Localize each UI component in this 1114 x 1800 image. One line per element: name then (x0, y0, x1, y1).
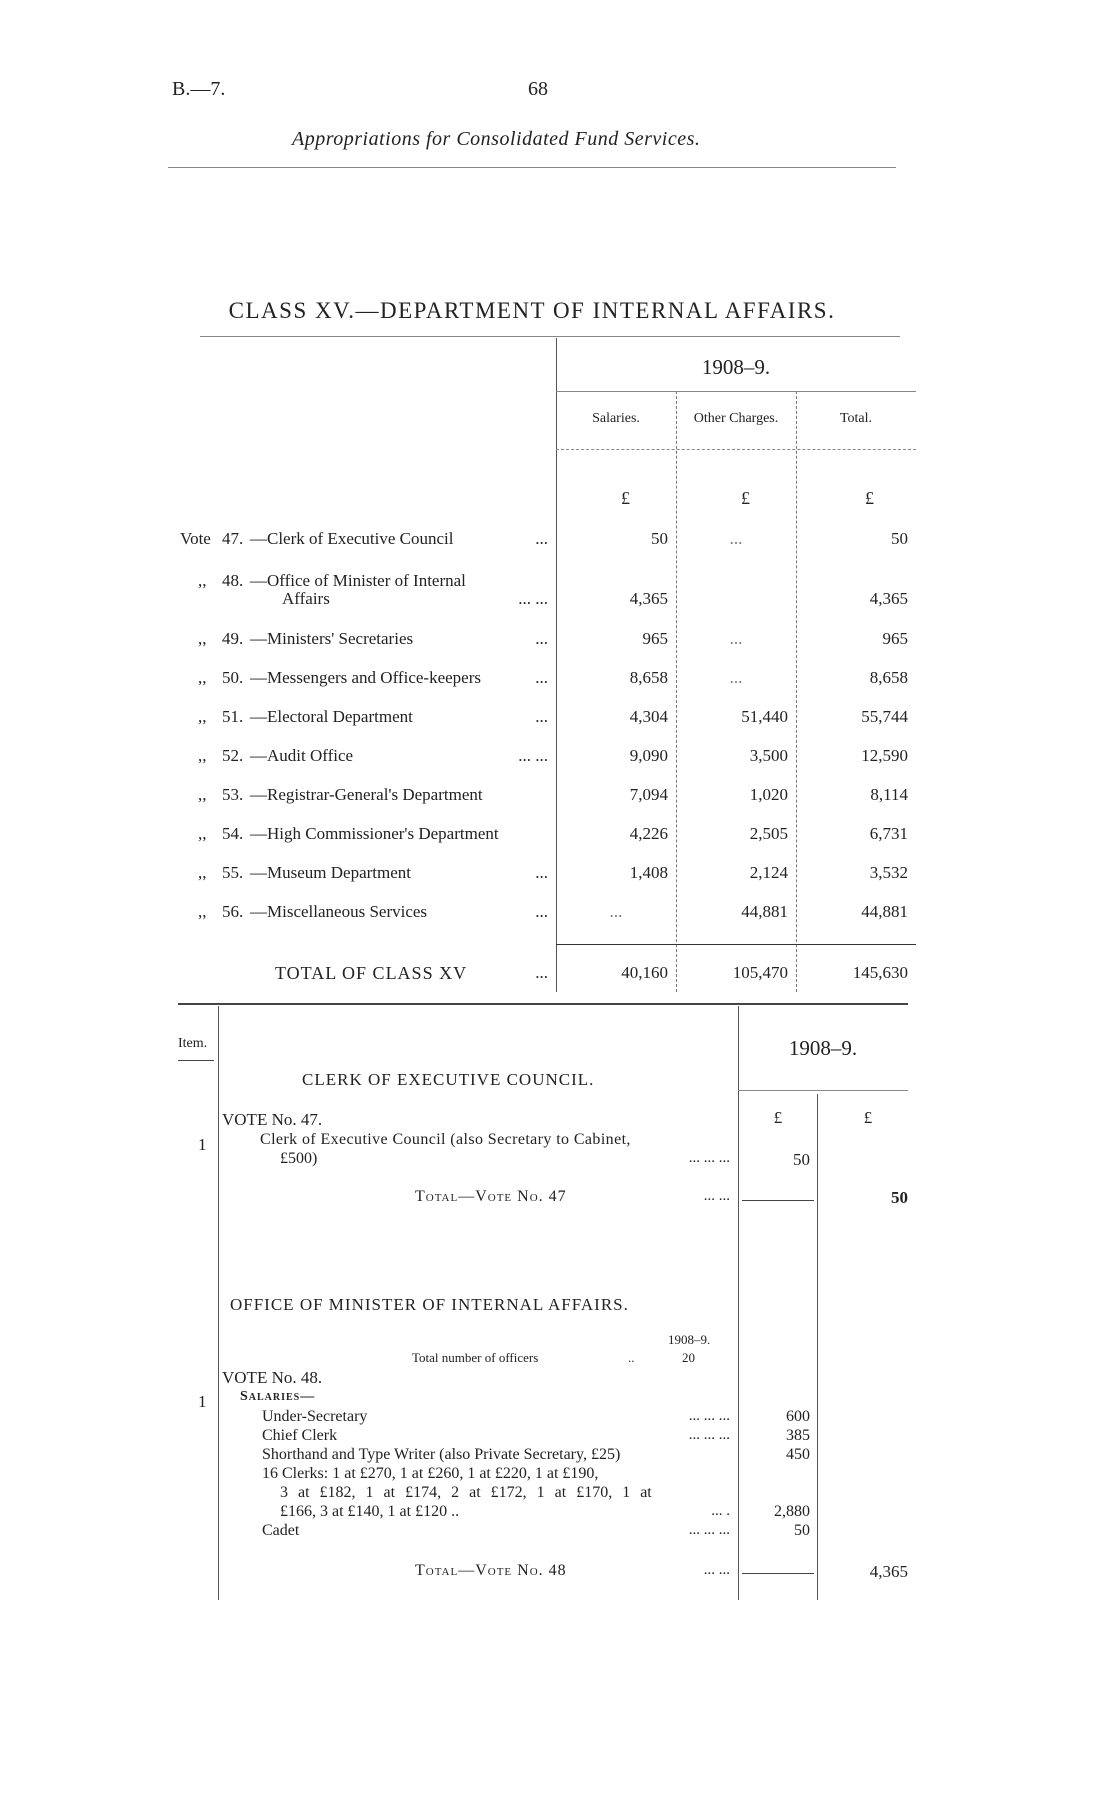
salary-line-text: 3 at £182, 1 at £174, 2 at £172, 1 at £170, 1 at (280, 1484, 652, 1501)
vote-dots: ... (535, 863, 548, 882)
vote-number: 49. (222, 629, 244, 648)
detail-item-rule (218, 1006, 219, 1600)
vote-47-total-amount: 50 (891, 1188, 908, 1207)
detail-year: 1908–9. (788, 1036, 858, 1060)
col-header-rule (556, 449, 916, 450)
clerk-line-2: £500) (280, 1150, 318, 1167)
vote-other: 44,881 (741, 902, 788, 921)
vote-salaries: ... (609, 902, 623, 921)
page-number: 68 (528, 78, 548, 100)
vote-number: 56. (222, 902, 244, 921)
currency-col-1: £ (773, 1108, 783, 1127)
vote-other: 2,505 (749, 824, 788, 843)
vote-number: 55. (222, 863, 244, 882)
salary-line-amount: 50 (794, 1522, 810, 1539)
vote-total: 8,658 (869, 668, 908, 687)
officers-dots: .. (628, 1350, 635, 1365)
summary-total-rule (556, 944, 916, 945)
section-title-minister: OFFICE OF MINISTER OF INTERNAL AFFAIRS. (230, 1295, 629, 1314)
vote-dots: ... (535, 629, 548, 648)
vote-label: —Ministers' Secretaries (250, 629, 414, 648)
vote-number: 54. (222, 824, 244, 843)
vote-salaries: 8,658 (629, 668, 668, 687)
vote-other: 51,440 (741, 707, 788, 726)
vote-label: —Clerk of Executive Council (250, 529, 454, 548)
salary-line-amount: 450 (786, 1446, 810, 1463)
vote-prefix: ,, (198, 571, 207, 590)
page-title: Appropriations for Consolidated Fund Services. (292, 128, 701, 150)
currency-salaries: £ (621, 488, 630, 508)
salary-line-text: £166, 3 at £140, 1 at £120 .. (280, 1503, 460, 1520)
vote-total: 55,744 (861, 707, 908, 726)
vote-prefix: ,, (198, 902, 207, 921)
vote-total: 50 (891, 529, 908, 548)
vote-prefix: ,, (198, 629, 207, 648)
vote-prefix: ,, (198, 824, 207, 843)
clerk-line-dots: ... ... ... (688, 1150, 730, 1166)
summary-col-rule-1 (556, 338, 557, 992)
vote-dots: ... ... (518, 746, 548, 765)
header-rule (168, 167, 896, 168)
vote-48-heading: VOTE No. 48. (222, 1368, 323, 1387)
vote-label: —Registrar-General's Department (250, 785, 483, 804)
vote-salaries: 1,408 (629, 863, 668, 882)
salary-line-text: Shorthand and Type Writer (also Private Secretary, £25) (262, 1446, 621, 1463)
vote-total: 965 (882, 629, 908, 648)
clerk-line-1: Clerk of Executive Council (also Secretary to Cabinet, (260, 1131, 631, 1148)
vote-number: 48. (222, 571, 244, 590)
vote-label: —Miscellaneous Services (250, 902, 428, 921)
vote-prefix: ,, (198, 785, 207, 804)
currency-col-2: £ (863, 1108, 873, 1127)
vote-salaries: 965 (642, 629, 668, 648)
vote-salaries: 4,365 (629, 589, 668, 608)
salary-line-dots: ... ... ... (688, 1522, 730, 1538)
vote-label: —Office of Minister of Internal (250, 571, 466, 590)
class-title: CLASS XV.—DEPARTMENT OF INTERNAL AFFAIRS. (228, 298, 836, 323)
col-header-other: Other Charges. (693, 411, 779, 426)
col-header-salaries: Salaries. (592, 411, 640, 426)
vote-other: 1,020 (749, 785, 788, 804)
vote-label-continued: Affairs (282, 589, 330, 608)
vote-number: 50. (222, 668, 244, 687)
vote-number: 52. (222, 746, 244, 765)
vote-other: ... (729, 529, 743, 548)
salary-line-dots: ... ... ... (688, 1427, 730, 1443)
vote-48-total-rule (742, 1573, 814, 1574)
vote-total: 44,881 (861, 902, 908, 921)
section-title-clerk: CLERK OF EXECUTIVE COUNCIL. (302, 1070, 595, 1089)
salaries-subheading: Salaries— (240, 1389, 316, 1404)
officers-count: 20 (682, 1350, 695, 1365)
currency-total: £ (865, 488, 874, 508)
clerk-amount: 50 (793, 1150, 810, 1169)
salary-line-dots: ... . (711, 1503, 730, 1519)
summary-year: 1908–9. (701, 355, 771, 379)
item-number: 1 (198, 1135, 207, 1154)
vote-prefix: Vote (180, 529, 211, 548)
vote-label: —Museum Department (250, 863, 411, 882)
vote-number: 51. (222, 707, 244, 726)
salary-line-amount: 2,880 (774, 1503, 810, 1520)
vote-total: 6,731 (869, 824, 908, 843)
summary-total-total: 145,630 (852, 963, 908, 982)
section-divider (178, 1003, 908, 1005)
vote-48-total-label: Total—Vote No. 48 (415, 1562, 567, 1579)
vote-47-heading: VOTE No. 47. (222, 1110, 323, 1129)
vote-salaries: 4,226 (629, 824, 668, 843)
vote-dots: ... (535, 529, 548, 548)
summary-year-rule (556, 391, 916, 392)
vote-other: 3,500 (749, 746, 788, 765)
vote-dots: ... (535, 668, 548, 687)
vote-salaries: 9,090 (629, 746, 668, 765)
detail-amount-rule-2 (817, 1094, 818, 1600)
vote-salaries: 4,304 (629, 707, 668, 726)
col-header-total: Total. (839, 411, 873, 426)
vote-label: —Electoral Department (250, 707, 413, 726)
vote-label: —Messengers and Office-keepers (250, 668, 481, 687)
vote-prefix: ,, (198, 746, 207, 765)
summary-total-other: 105,470 (732, 963, 788, 982)
salary-line-text: Cadet (262, 1522, 300, 1539)
vote-label: —High Commissioner's Department (250, 824, 499, 843)
vote-47-total-rule (742, 1200, 814, 1201)
salary-line-text: Under-Secretary (262, 1408, 368, 1425)
salary-line-dots: ... ... ... (688, 1408, 730, 1424)
vote-dots: ... (535, 707, 548, 726)
summary-total-salaries: 40,160 (621, 963, 668, 982)
vote-48-total-amount: 4,365 (869, 1562, 908, 1581)
vote-total: 4,365 (869, 589, 908, 608)
officers-year: 1908–9. (668, 1332, 711, 1347)
summary-total-label: TOTAL OF CLASS XV (275, 963, 468, 983)
detail-year-rule (738, 1090, 908, 1091)
summary-total-dots: ... (535, 963, 548, 982)
vote-prefix: ,, (198, 668, 207, 687)
vote-total: 12,590 (861, 746, 908, 765)
vote-prefix: ,, (198, 863, 207, 882)
vote-dots: ... (535, 902, 548, 921)
vote-number: 53. (222, 785, 244, 804)
vote-48-total-dots: ... ... (703, 1562, 730, 1578)
salary-line-amount: 385 (786, 1427, 810, 1444)
vote-number: 47. (222, 529, 244, 548)
vote-label: —Audit Office (250, 746, 354, 765)
vote-47-total-label: Total—Vote No. 47 (415, 1188, 567, 1205)
salary-line-text: Chief Clerk (262, 1427, 338, 1444)
item-column-header: Item. (178, 1036, 208, 1051)
vote-prefix: ,, (198, 707, 207, 726)
item-number: 1 (198, 1392, 207, 1411)
vote-other: 2,124 (749, 863, 788, 882)
item-header-rule (178, 1060, 214, 1061)
vote-total: 8,114 (870, 785, 908, 804)
salary-line-amount: 600 (786, 1408, 810, 1425)
currency-other: £ (741, 488, 750, 508)
vote-dots: ... ... (518, 589, 548, 608)
vote-salaries: 7,094 (629, 785, 668, 804)
vote-other: ... (729, 629, 743, 648)
vote-salaries: 50 (651, 529, 668, 548)
vote-other: ... (729, 668, 743, 687)
salary-line-text: 16 Clerks: 1 at £270, 1 at £260, 1 at £220, 1 at £190, (262, 1465, 599, 1482)
vote-total: 3,532 (869, 863, 908, 882)
class-title-rule (200, 336, 900, 337)
officers-label: Total number of officers (412, 1350, 539, 1365)
page-ref: B.—7. (172, 78, 226, 100)
vote-47-total-dots: ... ... (703, 1188, 730, 1204)
